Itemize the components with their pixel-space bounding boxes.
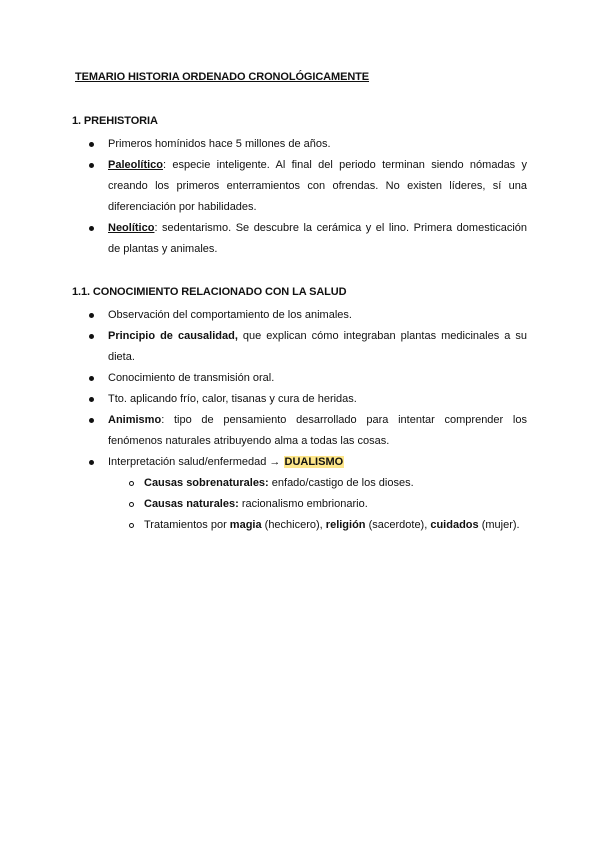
list-item: Tto. aplicando frío, calor, tisanas y cura de heridas. bbox=[72, 389, 527, 410]
prehistoria-list bbox=[72, 134, 527, 260]
bullet-icon bbox=[89, 313, 94, 318]
sublist-item: Causas sobrenaturales: enfado/castigo de los dioses. bbox=[108, 473, 527, 494]
list-item: Principio de causalidad, que explican cómo integraban plantas medicinales a su dieta. bbox=[72, 326, 527, 368]
bullet-icon bbox=[89, 397, 94, 402]
list-item: Observación del comportamiento de los animales. bbox=[72, 305, 527, 326]
highlight-dualismo: DUALISMO bbox=[284, 456, 344, 468]
bullet-icon bbox=[89, 226, 94, 231]
bullet-icon bbox=[89, 163, 94, 168]
section-heading-prehistoria: 1. PREHISTORIA bbox=[72, 115, 158, 127]
term-paleolitico: Paleolítico bbox=[108, 159, 164, 171]
term-neolitico: Neolítico bbox=[108, 222, 155, 234]
list-item: Animismo: tipo de pensamiento desarrollado para intentar comprender los fenómenos naturales atribuyendo alma a todas las cosas. bbox=[72, 410, 527, 452]
section-heading-salud: 1.1. CONOCIMIENTO RELACIONADO CON LA SALUD bbox=[72, 286, 347, 298]
list-item: Primeros homínidos hace 5 millones de años. bbox=[72, 134, 527, 155]
sublist-item: Causas naturales: racionalismo embrionario. bbox=[108, 494, 527, 515]
list-item: Neolítico: sedentarismo. Se descubre la cerámica y el lino. Primera domesticación de plantas y animales. bbox=[72, 218, 527, 260]
bullet-icon bbox=[89, 142, 94, 147]
list-item: Paleolítico: especie inteligente. Al final del periodo terminan siendo nómadas y creando los primeros enterramientos con ofrendas. No existen líderes, sí una diferenciación por habilidades. bbox=[72, 155, 527, 218]
circle-bullet-icon bbox=[129, 502, 134, 507]
document-title: TEMARIO HISTORIA ORDENADO CRONOLÓGICAMENTE bbox=[75, 71, 370, 83]
list-item: Interpretación salud/enfermedad → DUALISMO Causas sobrenaturales: enfado/castigo de los dioses. Causas naturales: racionalismo embrionario. Tratamientos por magia (hechicero), religión (sacerdote), cuidados (mujer). bbox=[72, 452, 527, 536]
bullet-icon bbox=[89, 334, 94, 339]
sublist-item: Tratamientos por magia (hechicero), religión (sacerdote), cuidados (mujer). bbox=[108, 515, 527, 536]
salud-list bbox=[72, 305, 527, 536]
circle-bullet-icon bbox=[129, 481, 134, 486]
bullet-icon bbox=[89, 418, 94, 423]
dualismo-sublist bbox=[108, 473, 527, 536]
bullet-icon bbox=[89, 460, 94, 465]
list-item: Conocimiento de transmisión oral. bbox=[72, 368, 527, 389]
circle-bullet-icon bbox=[129, 523, 134, 528]
bullet-icon bbox=[89, 376, 94, 381]
